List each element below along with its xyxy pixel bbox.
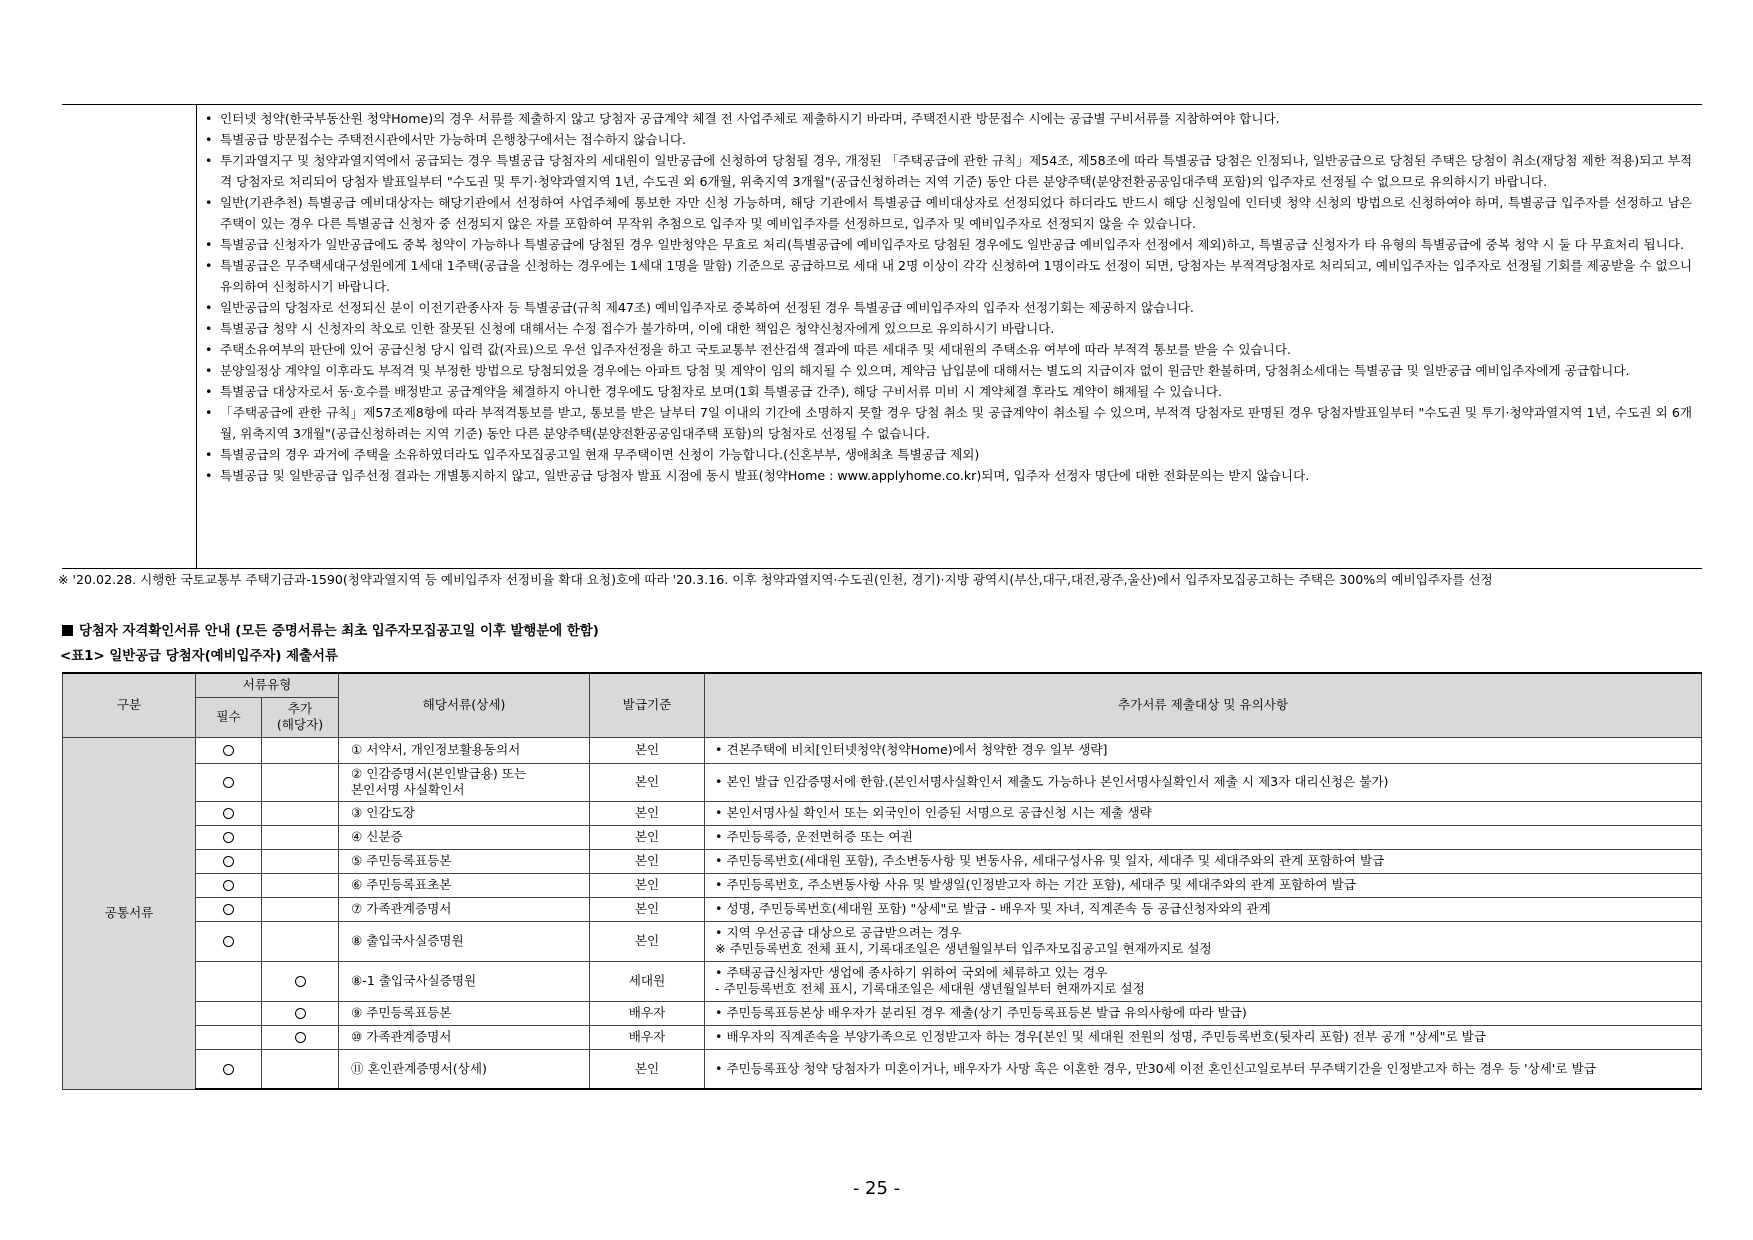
issuer-cell: 세대원 [590,961,705,1001]
documents-table [62,672,1702,1090]
circle-mark-icon [223,904,234,915]
document-name-line: ⑪ 혼인관계증명서(상세) [351,1060,487,1076]
table-row [63,849,1702,873]
document-name-line: ⑧-1 출입국사실증명원 [351,973,477,988]
document-name-line: ① 서약서, 개인정보활용동의서 [351,742,521,757]
required-cell [196,873,262,897]
issuer-cell: 본인 [590,825,705,849]
required-cell [196,1001,262,1025]
note-line: • 주민등록번호, 주소변동사항 사유 및 발생일(인정받고자 하는 기간 포함), 세대주 및 세대주와의 관계 포함하여 발급 [715,877,1356,892]
note-line: • 주민등록번호(세대원 포함), 주소변동사항 및 변동사유, 세대구성사유 및 일자, 세대주 및 세대주와의 관계 포함하여 발급 [715,853,1385,868]
table-row [63,1001,1702,1025]
additional-cell [262,1001,339,1025]
document-name-line: ⑧ 출입국사실증명원 [351,933,464,948]
required-cell [196,961,262,1001]
document-name [339,801,590,825]
note-line: • 주민등록표등본상 배우자가 분리된 경우 제출(상기 주민등록표등본 발급 유의사항에 따라 발급) [715,1005,1247,1020]
document-name-line: ③ 인감도장 [351,805,415,820]
note-item: • 특별공급 및 일반공급 입주선정 결과는 개별통지하지 않고, 일반공급 당첨자 발표 시점에 동시 발표(청약Home : www.applyhome.co.kr)되며, 입주자 선정자 명단에 대한 전화문의는 받지 않습니다. [205,465,1692,486]
note-item: • 특별공급의 경우 과거에 주택을 소유하였더라도 입주자모집공고일 현재 무주택이면 신청이 가능합니다.(신혼부부, 생애최초 특별공급 제외) [205,444,1692,465]
note-line: • 지역 우선공급 대상으로 공급받으려는 경우 [715,925,962,940]
circle-mark-icon [295,1032,306,1043]
issuer-cell: 본인 [590,763,705,801]
note-line: • 주민등록증, 운전면허증 또는 여권 [715,829,913,844]
document-name-line: 본인서명 사실확인서 [351,782,465,797]
note-item: • 일반공급의 당첨자로 선정되신 분이 이전기관종사자 등 특별공급(규칙 제47조) 예비입주자로 중복하여 선정된 경우 특별공급 예비입주자의 입주자 선정기회는 제공하지 않습니다. [205,297,1692,318]
additional-cell [262,873,339,897]
note-item: • 분양일정상 계약일 이후라도 부적격 및 부정한 방법으로 당첨되었을 경우에는 아파트 당첨 및 계약이 임의 해지될 수 있으며, 계약금 납입분에 대해서는 별도의 지급이자 없이 원금만 환불하며, 당첨취소세대는 특별공급 및 일반공급 예비입주자에게 공급합니다. [205,360,1692,381]
additional-cell [262,763,339,801]
document-name-line: ⑥ 주민등록표초본 [351,877,452,892]
note-cell [705,1001,1702,1025]
note-item: • 일반(기관추천) 특별공급 예비대상자는 해당기관에서 선정하여 사업주체에 통보한 자만 신청 가능하며, 해당 기관에서 특별공급 예비대상자로 선정되었다 하더라도 반드시 해당 신청일에 인터넷 청약 신청의 방법으로 신청하여야 하며, 특별공급 입주자를 선정하고 남은 주택이 있는 경우 다른 특별공급 신청자 중 선정되지 않은 자를 포함하여 무작위 추첨으로 입주자 및 예비입주자를 선정하므로, 입주자 및 예비입주자로 선정되지 않을 수 있습니다. [205,192,1692,234]
note-item: • 「주택공급에 관한 규칙」제57조제8항에 따라 부적격통보를 받고, 통보를 받은 날부터 7일 이내의 기간에 소명하지 못할 경우 당첨 취소 및 공급계약이 취소될 수 있으며, 부적격 당첨자로 판명된 경우 당첨자발표일부터 "수도권 및 투기·청약과열지역 1년, 수도권 외 6개월, 위축지역 3개월"(공급신청하려는 지역 기준) 동안 다른 분양주택(분양전환공공임대주택 포함)의 당첨자로 선정될 수 없습니다. [205,402,1692,444]
note-cell [705,1025,1702,1049]
required-cell [196,1025,262,1049]
required-cell [196,849,262,873]
page-number: - 25 - [852,1178,901,1199]
circle-mark-icon [223,1064,234,1075]
document-name [339,1049,590,1089]
section-title [62,620,599,639]
required-cell [196,1049,262,1089]
issuer-cell: 본인 [590,897,705,921]
issuer-cell: 본인 [590,801,705,825]
note-cell [705,921,1702,961]
note-cell [705,825,1702,849]
additional-cell [262,825,339,849]
document-name [339,1025,590,1049]
document-name [339,897,590,921]
note-line: ※ 주민등록번호 전체 표시, 기록대조일은 생년월일부터 입주자모집공고일 현재까지로 설정 [715,941,1212,956]
header-doc-type: 서류유형 [196,673,339,697]
additional-cell [262,921,339,961]
documents-table-body [63,737,1702,1089]
circle-mark-icon [295,976,306,987]
notes-left-column [62,105,197,568]
table-row [63,921,1702,961]
issuer-cell: 본인 [590,849,705,873]
issuer-cell: 본인 [590,921,705,961]
notes-list [205,108,1692,486]
circle-mark-icon [223,777,234,788]
document-name-line: ⑤ 주민등록표등본 [351,853,452,868]
note-cell [705,961,1702,1001]
black-square-icon [62,625,73,636]
issuer-cell: 본인 [590,873,705,897]
table-row [63,897,1702,921]
document-name [339,825,590,849]
required-cell [196,763,262,801]
circle-mark-icon [223,832,234,843]
document-name [339,1001,590,1025]
note-line: • 성명, 주민등록번호(세대원 포함) "상세"로 발급 - 배우자 및 자녀, 직계존속 등 공급신청자와의 관계 [715,901,1271,916]
table-row [63,763,1702,801]
document-name-line: ⑨ 주민등록표등본 [351,1005,452,1020]
issuer-cell: 배우자 [590,1025,705,1049]
note-item: • 특별공급 대상자로서 동·호수를 배정받고 공급계약을 체결하지 아니한 경우에도 당첨자로 보며(1회 특별공급 간주), 해당 구비서류 미비 시 계약체결 후라도 계약이 해제될 수 있습니다. [205,381,1692,402]
note-item: • 특별공급 신청자가 일반공급에도 중복 청약이 가능하나 특별공급에 당첨된 경우 일반청약은 무효로 처리(특별공급에 예비입주자로 당첨된 경우에도 일반공급 예비입주자 선정에서 제외)하고, 특별공급 신청자가 타 유형의 특별공급에 중복 청약 시 둘 다 무효처리 됩니다. [205,234,1692,255]
header-additional-line1: 추가 [287,701,313,716]
header-additional [262,697,339,737]
required-cell [196,825,262,849]
document-name [339,849,590,873]
table-caption: <표1> 일반공급 당첨자(예비입주자) 제출서류 [60,649,338,664]
header-documents: 해당서류(상세) [339,673,590,737]
circle-mark-icon [223,856,234,867]
note-item: • 투기과열지구 및 청약과열지역에서 공급되는 경우 특별공급 당첨자의 세대원이 일반공급에 신청하여 당첨될 경우, 개정된 「주택공급에 관한 규칙」제54조, 제58조에 따라 특별공급 당첨은 인정되나, 일반공급으로 당첨된 주택은 당첨이 취소(재당첨 제한 적용)되고 부적격 당첨자로 처리되어 당첨자 발표일부터 "수도권 및 투기·청약과열지역 1년, 수도권 외 6개월, 위축지역 3개월"(공급신청하려는 지역 기준) 동안 다른 분양주택(분양전환공공임대주택 포함)의 입주자로 선정될 수 없으므로 유의하시기 바랍니다. [205,150,1692,192]
footnote: ※ '20.02.28. 시행한 국토교통부 주택기금과-1590(청약과열지역 등 예비입주자 선정비율 확대 요청)호에 따라 '20.3.16. 이후 청약과열지역·수도권(인천, 경기)·지방 광역시(부산,대구,대전,광주,울산)에서 입주자모집공고하는 주택은 300%의 예비입주자를 선정 [58,572,1493,587]
note-cell [705,801,1702,825]
note-line: • 본인 발급 인감증명서에 한함.(본인서명사실확인서 제출도 가능하나 본인서명사실확인서 제출 시 제3자 대리신청은 불가) [715,774,1389,789]
table-row [63,1025,1702,1049]
document-name [339,921,590,961]
document-name-line: ⑦ 가족관계증명서 [351,901,452,916]
note-item: • 주택소유여부의 판단에 있어 공급신청 당시 입력 값(자료)으로 우선 입주자선정을 하고 국토교통부 전산검색 결과에 따른 세대주 및 세대원의 주택소유 여부에 따라 부적격 통보를 받을 수 있습니다. [205,339,1692,360]
issuer-cell: 본인 [590,737,705,763]
document-name-line: ② 인감증명서(본인발급용) 또는 [351,766,527,781]
header-issuer: 발급기준 [590,673,705,737]
note-cell [705,897,1702,921]
additional-cell [262,849,339,873]
note-line: • 배우자의 직계존속을 부양가족으로 인정받고자 하는 경우[본인 및 세대원 전원의 성명, 주민등록번호(뒷자리 포함) 전부 공개 "상세"로 발급 [715,1029,1486,1044]
circle-mark-icon [223,808,234,819]
required-cell [196,801,262,825]
document-name-line: ④ 신분증 [351,829,403,844]
document-name [339,873,590,897]
note-line: • 본인서명사실 확인서 또는 외국인이 인증된 서명으로 공급신청 시는 제출 생략 [715,805,1152,820]
note-line: • 주민등록표상 청약 당첨자가 미혼이거나, 배우자가 사망 혹은 이혼한 경우, 만30세 이전 혼인신고일로부터 무주택기간을 인정받고자 하는 경우 등 '상세'로 발급 [715,1060,1596,1076]
header-notes: 추가서류 제출대상 및 유의사항 [705,673,1702,737]
note-line: • 주택공급신청자만 생업에 종사하기 위하여 국외에 체류하고 있는 경우 [715,965,1108,980]
note-line: • 견본주택에 비치[인터넷청약(청약Home)에서 청약한 경우 일부 생략] [715,742,1108,757]
note-cell [705,873,1702,897]
header-additional-line2: (해당자) [276,717,324,732]
additional-cell [262,1049,339,1089]
table-row [63,873,1702,897]
issuer-cell: 본인 [590,1049,705,1089]
required-cell [196,921,262,961]
note-cell [705,737,1702,763]
notes-box [62,104,1702,569]
additional-cell [262,737,339,763]
document-name-line: ⑩ 가족관계증명서 [351,1029,452,1044]
circle-mark-icon [223,745,234,756]
table-row [63,737,1702,763]
section-title-text: 당첨자 자격확인서류 안내 (모든 증명서류는 최초 입주자모집공고일 이후 발행분에 한함) [79,624,599,639]
note-cell [705,763,1702,801]
note-item: • 특별공급은 무주택세대구성원에게 1세대 1주택(공급을 신청하는 경우에는 1세대 1명을 말함) 기준으로 공급하므로 세대 내 2명 이상이 각각 신청하여 1명이라도 선정이 되면, 당첨자는 부적격당첨자로 처리되고, 예비입주자는 입주자로 선정될 기회를 제공받을 수 없으니 유의하여 신청하시기 바랍니다. [205,255,1692,297]
circle-mark-icon [223,880,234,891]
group-label: 공통서류 [63,737,196,1089]
table-row [63,961,1702,1001]
document-name [339,961,590,1001]
table-row [63,825,1702,849]
note-item: • 인터넷 청약(한국부동산원 청약Home)의 경우 서류를 제출하지 않고 당첨자 공급계약 체결 전 사업주체로 제출하시기 바라며, 주택전시관 방문접수 시에는 공급별 구비서류를 지참하여야 합니다. [205,108,1692,129]
document-name [339,763,590,801]
table-row [63,801,1702,825]
note-item: • 특별공급 방문접수는 주택전시관에서만 가능하며 은행창구에서는 접수하지 않습니다. [205,129,1692,150]
note-cell [705,849,1702,873]
circle-mark-icon [295,1008,306,1019]
issuer-cell: 배우자 [590,1001,705,1025]
header-category: 구분 [63,673,196,737]
note-line: - 주민등록번호 전체 표시, 기록대조일은 세대원 생년월일부터 현재까지로 설정 [715,981,1145,996]
additional-cell [262,961,339,1001]
additional-cell [262,1025,339,1049]
required-cell [196,897,262,921]
required-cell [196,737,262,763]
circle-mark-icon [223,936,234,947]
table-row [63,1049,1702,1089]
note-cell [705,1049,1702,1089]
document-name [339,737,590,763]
note-item: • 특별공급 청약 시 신청자의 착오로 인한 잘못된 신청에 대해서는 수정 접수가 불가하며, 이에 대한 책임은 청약신청자에게 있으므로 유의하시기 바랍니다. [205,318,1692,339]
additional-cell [262,897,339,921]
header-required: 필수 [196,697,262,737]
additional-cell [262,801,339,825]
